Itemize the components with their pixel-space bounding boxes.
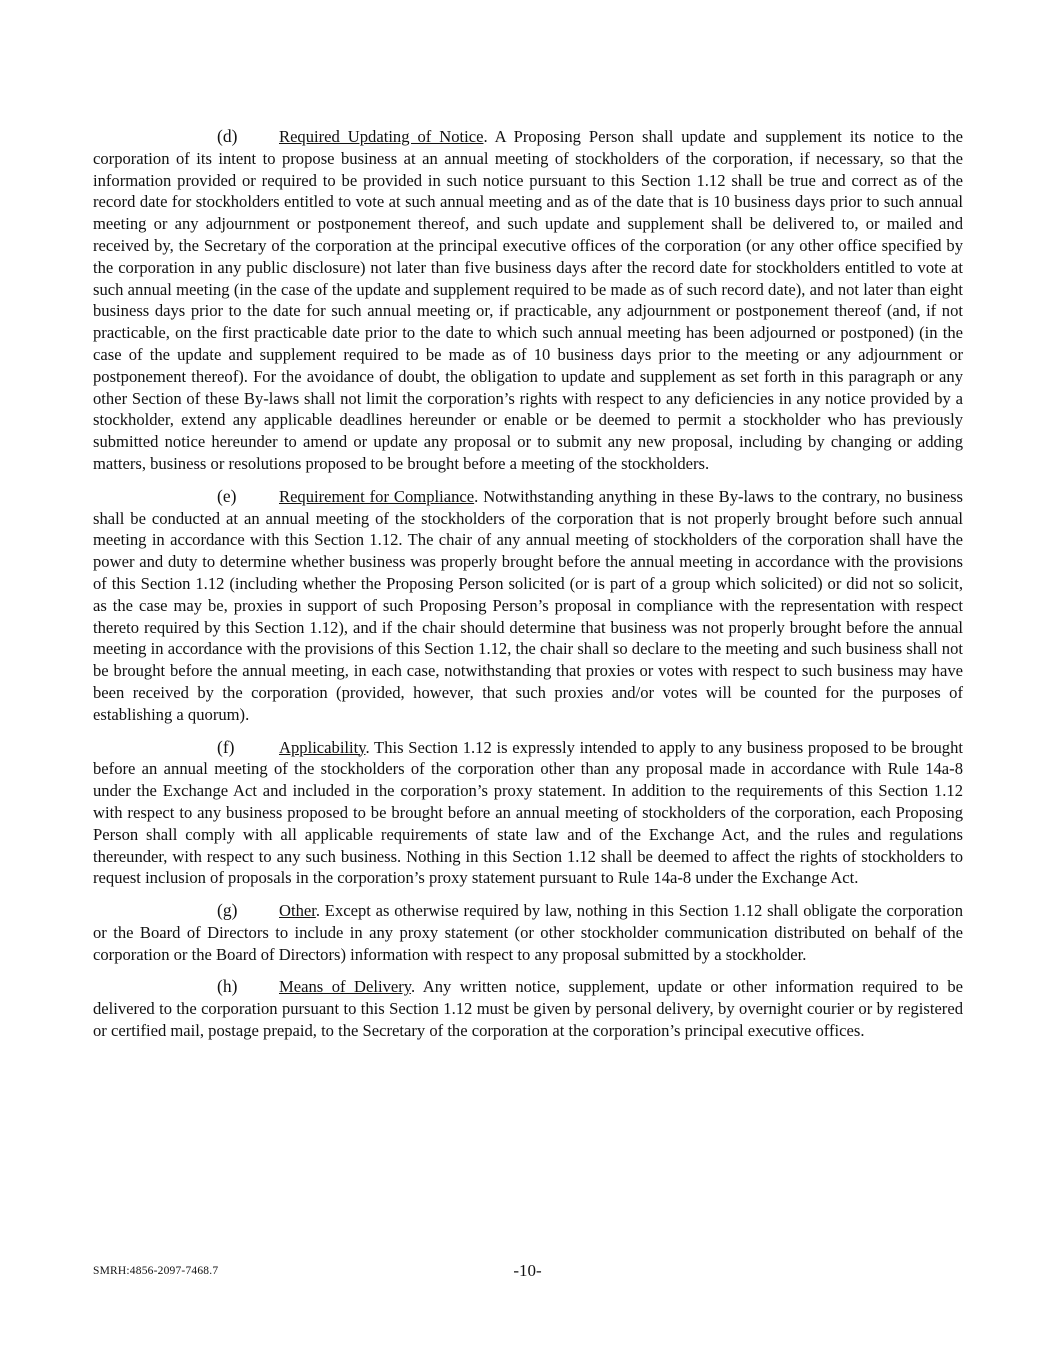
paragraph-heading: Required Updating of Notice (279, 127, 484, 146)
paragraph-letter: (d) (217, 126, 238, 146)
footer-document-id: SMRH:4856-2097-7468.7 (93, 1265, 219, 1277)
paragraph-text: . Any written notice, supplement, update or other information required to be delivered to the corporation pursuant to this Section 1.12 must be given by personal delivery, by overnight courier or by registered or certified mail, postage prepaid, to the Secretary of the corporation at the corporation’s principal executive offices. (93, 977, 963, 1041)
paragraph-text: . Except as otherwise required by law, nothing in this Section 1.12 shall obligate the corporation or the Board of Directors to include in any proxy statement (or other stockholder communication distributed on behalf of the corporation or the Board of Directors) information with respect to any proposal submitted by a stockholder. (93, 901, 963, 964)
paragraph-text: . This Section 1.12 is expressly intended to apply to any business proposed to be brought before an annual meeting of the stockholders of the corporation other than any proposal made in accordance with Rule 14a-8 under the Exchange Act and included in the corporation’s proxy statement. In addition to the requirements of this Section 1.12 with respect to any business proposed to be brought before an annual meeting of stockholders of the corporation, each Proposing Person shall comply with all applicable requirements of state law and of the Exchange Act, and the rules and regulations thereunder, with respect to any such business. Nothing in this Section 1.12 shall be deemed to affect the rights of stockholders to request inclusion of proposals in the corporation’s proxy statement pursuant to Rule 14a-8 under the Exchange Act. (93, 737, 963, 888)
page-number: -10- (513, 1261, 542, 1280)
paragraph-g (93, 900, 963, 965)
paragraph-heading: Other (279, 901, 316, 921)
paragraph-e (93, 486, 963, 726)
paragraph-letter: (f) (217, 736, 235, 757)
paragraph-letter: (e) (217, 485, 237, 506)
paragraph-heading: Means of Delivery (279, 977, 412, 997)
paragraph-h (93, 976, 963, 1041)
paragraph-d (93, 126, 963, 475)
document-body (93, 126, 963, 1053)
paragraph-heading: Applicability (279, 737, 366, 757)
paragraph-text: . Notwithstanding anything in these By-laws to the contrary, no business shall be conducted at an annual meeting of the stockholders of the corporation that is not properly brought before such annual meeting in accordance with this Section 1.12. The chair of any annual meeting of stockholders of the corporation shall have the power and duty to determine whether business was properly brought before the annual meeting in accordance with the provisions of this Section 1.12 (including whether the Proposing Person solicited (or is part of a group which solicited) or did not so solicit, as the case may be, proxies in support of such Proposing Person’s proposal in compliance with the representation with respect thereto required by this Section 1.12), and if the chair should determine that business was not properly brought before the annual meeting in accordance with the provisions of this Section 1.12, the chair shall so declare to the meeting and such business shall not be brought before the annual meeting, in each case, notwithstanding that proxies or votes with respect to such business may have been received by the corporation (provided, however, that such proxies and/or votes will be counted for the purposes of establishing a quorum). (93, 486, 964, 724)
paragraph-letter: (g) (217, 900, 238, 921)
paragraph-text: . A Proposing Person shall update and supplement its notice to the corporation of its intent to propose business at an annual meeting of stockholders of the corporation, if necessary, so that the information provided or required to be provided in such notice pursuant to this Section 1.12 shall be true and correct as of the record date for stockholders entitled to vote at such annual meeting and as of the date that is 10 business days prior to such annual meeting or any adjournment or postponement thereof, and such update and supplement shall be delivered to, or mailed and received by, the Secretary of the corporation at the principal executive offices of the corporation (or any other office specified by the corporation in any public disclosure) not later than five business days after the record date for stockholders entitled to vote at such annual meeting (in the case of the update and supplement required to be made as of such record date), and not later than eight business days prior to the date for such annual meeting or, if practicable, any adjournment or postponement thereof (and, if not practicable, on the first practicable date prior to the date to which such annual meeting has been adjourned or postponed) (in the case of the update and supplement required to be made as of 10 business days prior to the meeting or any adjournment or postponement thereof). For the avoidance of doubt, the obligation to update and supplement as set forth in this paragraph or any other Section of these By-laws shall not limit the corporation’s rights with respect to any deficiencies in any notice provided by a stockholder, extend any applicable deadlines hereunder or enable or be deemed to permit a stockholder who has previously submitted notice hereunder to amend or update any proposal or to submit any new proposal, including by changing or adding matters, business or resolutions proposed to be brought before a meeting of the stockholders. (93, 127, 963, 473)
paragraph-f (93, 737, 963, 890)
paragraph-heading: Requirement for Compliance (279, 486, 475, 506)
paragraph-letter: (h) (217, 976, 238, 997)
